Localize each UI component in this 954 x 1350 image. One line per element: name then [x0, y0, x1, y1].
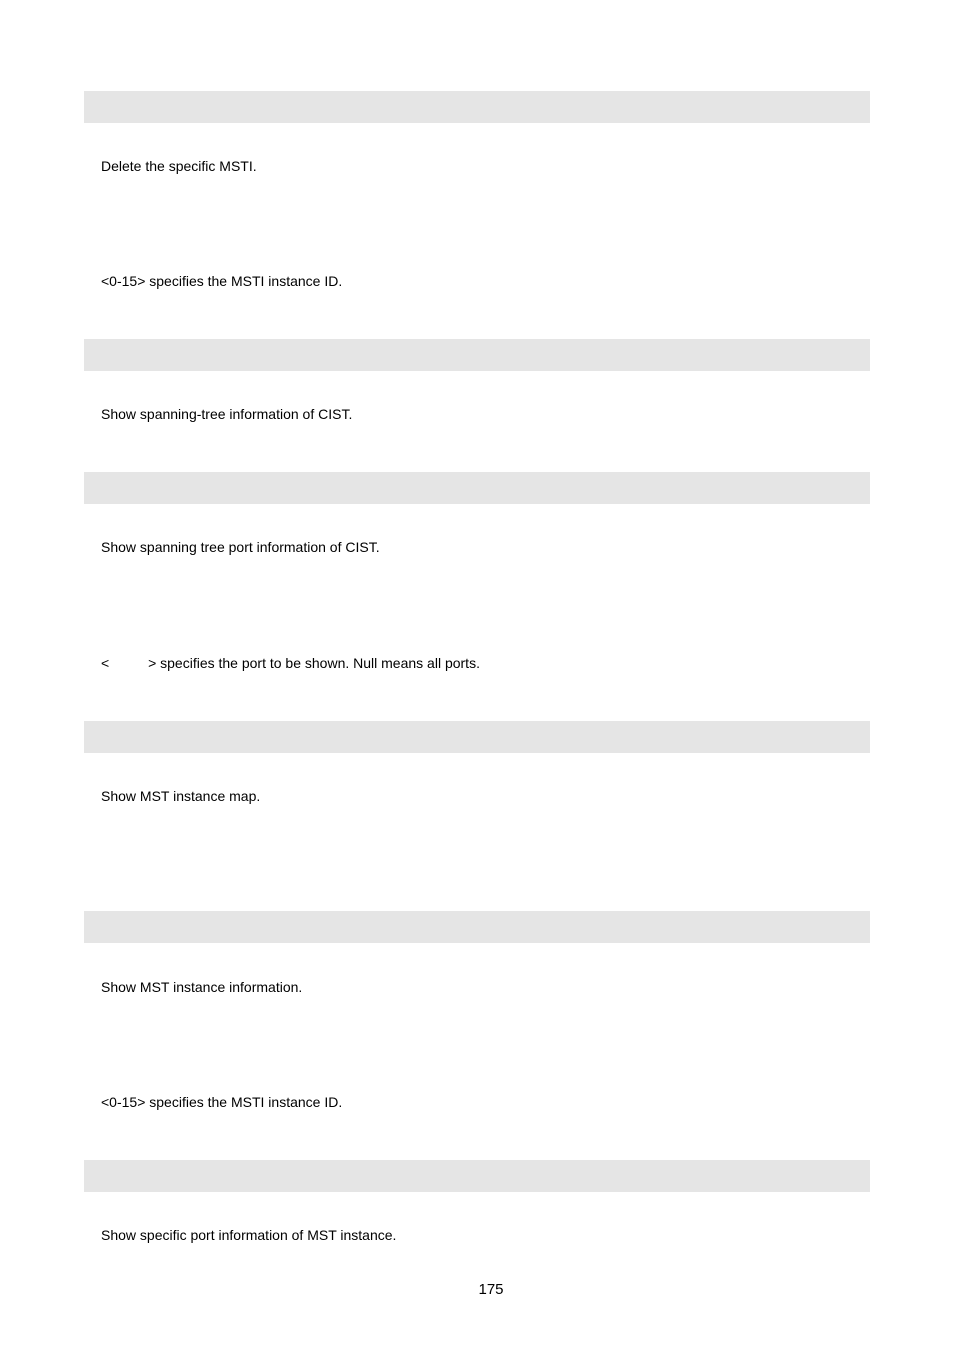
command-description: Show spanning tree port information of CIST.: [101, 539, 380, 555]
command-header-bar: [84, 339, 870, 371]
command-description: Show MST instance map.: [101, 788, 261, 804]
command-header-bar: [84, 911, 870, 943]
command-header-bar: [84, 721, 870, 753]
command-header-bar: [84, 472, 870, 504]
command-parameter: <0-15> specifies the MSTI instance ID.: [101, 1094, 343, 1110]
command-parameter: < > specifies the port to be shown. Null means all ports.: [101, 655, 480, 671]
command-description: Show spanning-tree information of CIST.: [101, 406, 353, 422]
command-header-bar: [84, 1160, 870, 1192]
command-parameter: <0-15> specifies the MSTI instance ID.: [101, 273, 343, 289]
command-description: Delete the specific MSTI.: [101, 158, 257, 174]
command-description: Show specific port information of MST instance.: [101, 1227, 397, 1243]
page-number: 175: [478, 1281, 504, 1298]
command-header-bar: [84, 91, 870, 123]
command-description: Show MST instance information.: [101, 979, 303, 995]
